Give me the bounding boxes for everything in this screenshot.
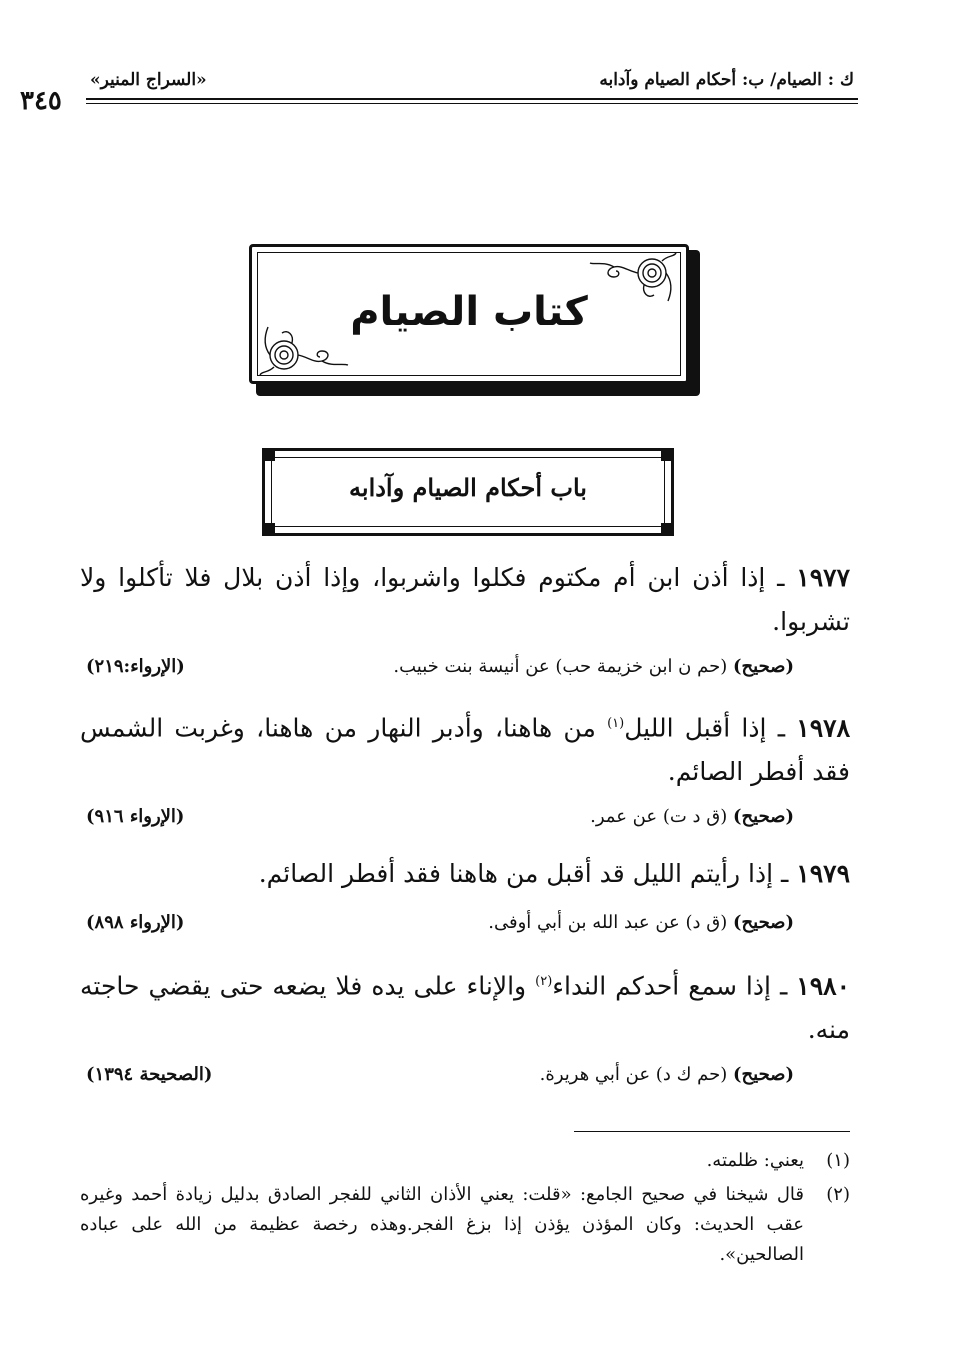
book-title: كتاب الصيام [350, 289, 588, 335]
hadith-reference: (الإرواء ٨٩٨) [86, 912, 185, 933]
hadith-grade: (صحيح) [733, 912, 794, 933]
hadith-text [80, 556, 850, 644]
hadith-dash: ـ [779, 971, 788, 1001]
hadith-number: ١٩٧٩ [796, 859, 850, 888]
page-number: ٣٤٥ [20, 86, 62, 116]
footnote [80, 1180, 850, 1270]
hadith-dash: ـ [781, 859, 789, 888]
hadith-narrators: (ق د) عن عبد الله بن أبي أوفى. [488, 912, 728, 933]
hadith-reference: (الصحيحة ١٣٩٤) [86, 1064, 213, 1085]
corner-ornament [265, 523, 275, 533]
footnote-marker[interactable]: (٢) [535, 974, 553, 989]
hadith-number: ١٩٧٧ [796, 563, 850, 592]
hadith-text [80, 702, 850, 794]
hadith-dash: ـ [777, 713, 786, 743]
header-rule [86, 98, 858, 100]
hadith-narrators: (حم ك د) عن أبي هريرة. [539, 1064, 728, 1085]
footnote-number: (١) [826, 1150, 850, 1171]
footnote-text: يعني: ظلمته. [706, 1150, 804, 1171]
footnote-marker[interactable]: (١) [607, 716, 625, 731]
corner-ornament [265, 451, 275, 461]
hadith-body: إذا سمع أحدكم النداء [552, 971, 771, 1001]
hadith-number: ١٩٨٠ [796, 971, 850, 1001]
book-title-box [249, 244, 689, 384]
hadith-source-row [86, 656, 794, 686]
hadith-text [80, 960, 850, 1052]
running-header-book: «السراج المنير» [90, 70, 207, 90]
hadith-source-row [86, 806, 794, 836]
running-header-chapter: ك : الصيام/ ب: أحكام الصيام وآدابه [599, 70, 854, 90]
corner-ornament [661, 523, 671, 533]
header-rule-thin [86, 103, 858, 104]
hadith-body-continued: من هاهنا، وأدبر النهار من هاهنا، وغربت الشمس فقد أفطر الصائم. [80, 713, 850, 787]
hadith-body: إذا أقبل الليل [624, 713, 767, 743]
hadith-dash: ـ [777, 563, 785, 592]
ornament-top-right-icon [584, 251, 680, 307]
hadith-source-row [86, 1064, 794, 1094]
chapter-title: باب أحكام الصيام وآدابه [349, 473, 587, 502]
chapter-title-box [262, 448, 674, 536]
hadith-source [540, 1064, 794, 1085]
hadith-number: ١٩٧٨ [796, 713, 850, 743]
corner-ornament [661, 451, 671, 461]
hadith-reference: (الإرواء ٩١٦) [86, 806, 185, 827]
hadith-narrators: (ق د ت) عن عمر. [590, 806, 728, 827]
hadith-source [590, 806, 794, 827]
footnote [80, 1146, 850, 1176]
hadith-text [80, 852, 850, 896]
hadith-source [488, 912, 794, 933]
hadith-grade: (صحيح) [733, 806, 794, 827]
hadith-source-row [86, 912, 794, 942]
hadith-narrators: (حم ن ابن خزيمة حب) عن أنيسة بنت خبيب. [393, 656, 728, 677]
hadith-body-continued: والإناء على يده فلا يضعه حتى يقضي حاجته منه. [80, 971, 850, 1045]
footnote-text: قال شيخنا في صحيح الجامع: «قلت: يعني الأذان الثاني للفجر الصادق بدليل زيادة أحمد وغيره عقب الحديث: وكان المؤذن يؤذن إذا بزغ الفجر.وهذه رخصة عظيمة من الله على عباده الصالحين». [80, 1184, 804, 1265]
hadith-grade: (صحيح) [733, 1064, 794, 1085]
hadith-grade: (صحيح) [733, 656, 794, 677]
hadith-reference: (الإرواء:٢١٩) [86, 656, 185, 677]
footnote-rule [574, 1131, 850, 1132]
hadith-source [393, 656, 794, 677]
ornament-bottom-left-icon [258, 321, 354, 377]
footnote-number: (٢) [826, 1184, 850, 1205]
hadith-body: إذا أذن ابن أم مكتوم فكلوا واشربوا، وإذا أذن بلال فلا تأكلوا ولا تشربوا. [80, 563, 850, 636]
hadith-body: إذا رأيتم الليل قد أقبل من هاهنا فقد أفطر الصائم. [258, 859, 774, 888]
